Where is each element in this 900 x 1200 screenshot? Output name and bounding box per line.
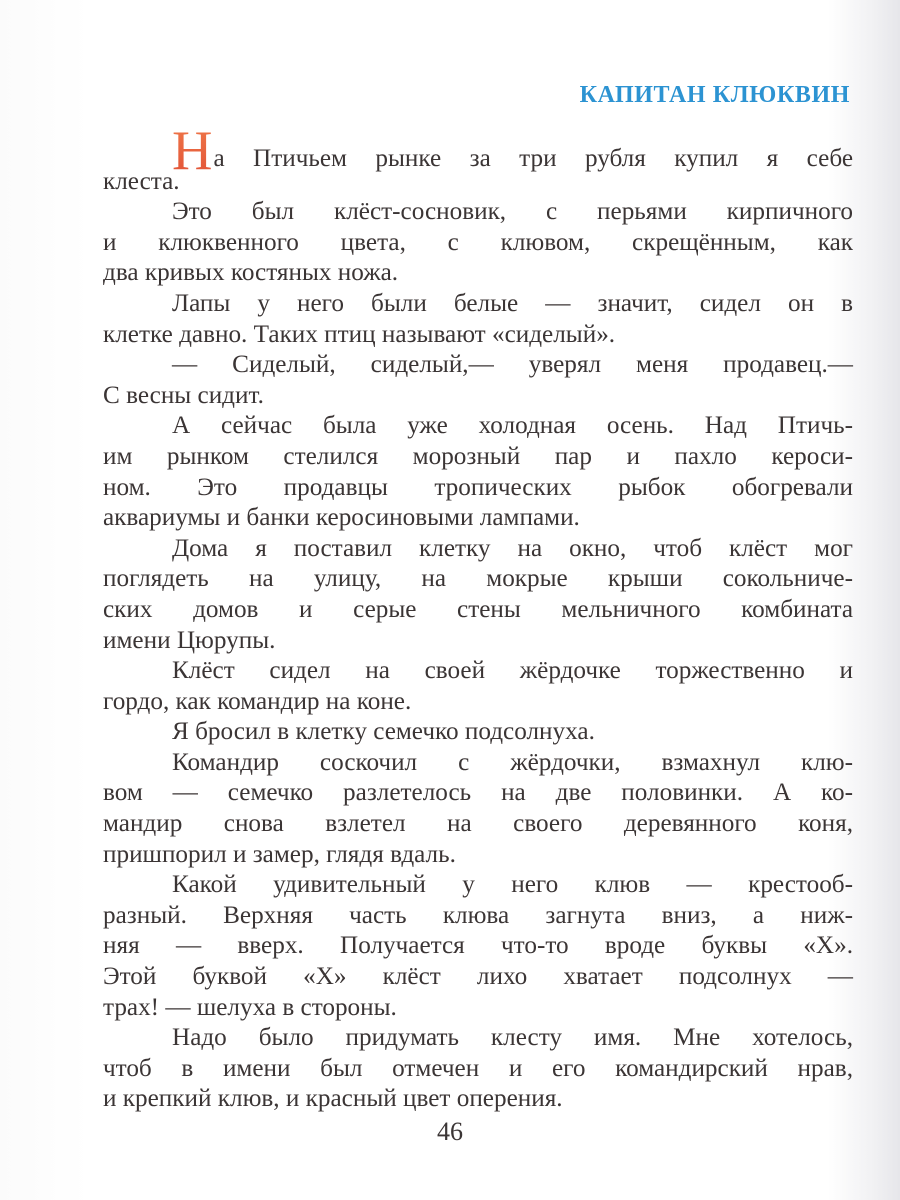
- text-line: гордо, как командир на коне.: [103, 687, 412, 715]
- text-line: Командир соскочил с жёрдочки, взмахнул клю-: [172, 748, 853, 776]
- text-line: аквариумы и банки керосиновыми лампами.: [103, 504, 580, 532]
- text-line: чтоб в имени был отмечен и его командирский нрав,: [103, 1054, 853, 1082]
- text-line: Надо было придумать клесту имя. Мне хотелось,: [172, 1024, 853, 1052]
- text-line: Клёст сидел на своей жёрдочке торжественно и: [172, 657, 853, 685]
- text-line: Какой удивительный у него клюв — крестооб-: [172, 871, 853, 899]
- text-line: мандир снова взлетел на своего деревянного коня,: [103, 810, 853, 838]
- text-line: няя — вверх. Получается что-то вроде буквы «Х».: [103, 932, 853, 960]
- text-line: им рынком стелился морозный пар и пахло кероси-: [103, 442, 853, 470]
- text-line: Дома я поставил клетку на окно, чтоб клёст мог: [172, 534, 853, 562]
- text-line: поглядеть на улицу, на мокрые крыши сокольниче-: [103, 565, 853, 593]
- running-title: КАПИТАН КЛЮКВИН: [579, 82, 850, 108]
- text-line: и клюквенного цвета, с клювом, скрещённым, как: [103, 228, 853, 256]
- text-line: Я бросил в клетку семечко подсолнуха.: [172, 718, 595, 746]
- text-line: ских домов и серые стены мельничного комбината: [103, 595, 853, 623]
- text-line: имени Цюрупы.: [103, 626, 276, 654]
- text-line: два кривых костяных ножа.: [103, 259, 399, 287]
- text-line: С весны сидит.: [103, 381, 264, 409]
- text-line-content: а Птичьем рынке за три рубля купил я себе: [213, 145, 853, 172]
- text-line: Это был клёст-сосновик, с перьями кирпичного: [172, 198, 853, 226]
- story-text: [103, 120, 853, 1115]
- text-line: пришпорил и замер, глядя вдаль.: [103, 840, 456, 868]
- text-line: Лапы у него были белые — значит, сидел он в: [172, 289, 853, 317]
- drop-cap: Н: [172, 120, 213, 182]
- text-line: вом — семечко разлетелось на две половинки. А ко-: [103, 779, 853, 807]
- text-line: клеста.: [103, 167, 180, 195]
- page-number: 46: [437, 1117, 463, 1146]
- text-line: — Сиделый, сиделый,— уверял меня продавец.—: [172, 351, 853, 379]
- text-line: ном. Это продавцы тропических рыбок обогревали: [103, 473, 853, 501]
- text-line: и крепкий клюв, и красный цвет оперения.: [103, 1085, 563, 1113]
- text-line: А сейчас была уже холодная осень. Над Птичь-: [172, 412, 853, 440]
- text-line: трах! — шелуха в стороны.: [103, 993, 397, 1021]
- text-line: клетке давно. Таких птиц называют «сиделый».: [103, 320, 616, 348]
- text-line: Этой буквой «Х» клёст лихо хватает подсолнух —: [103, 963, 853, 991]
- text-line: разный. Верхняя часть клюва загнута вниз, а ниж-: [103, 901, 853, 929]
